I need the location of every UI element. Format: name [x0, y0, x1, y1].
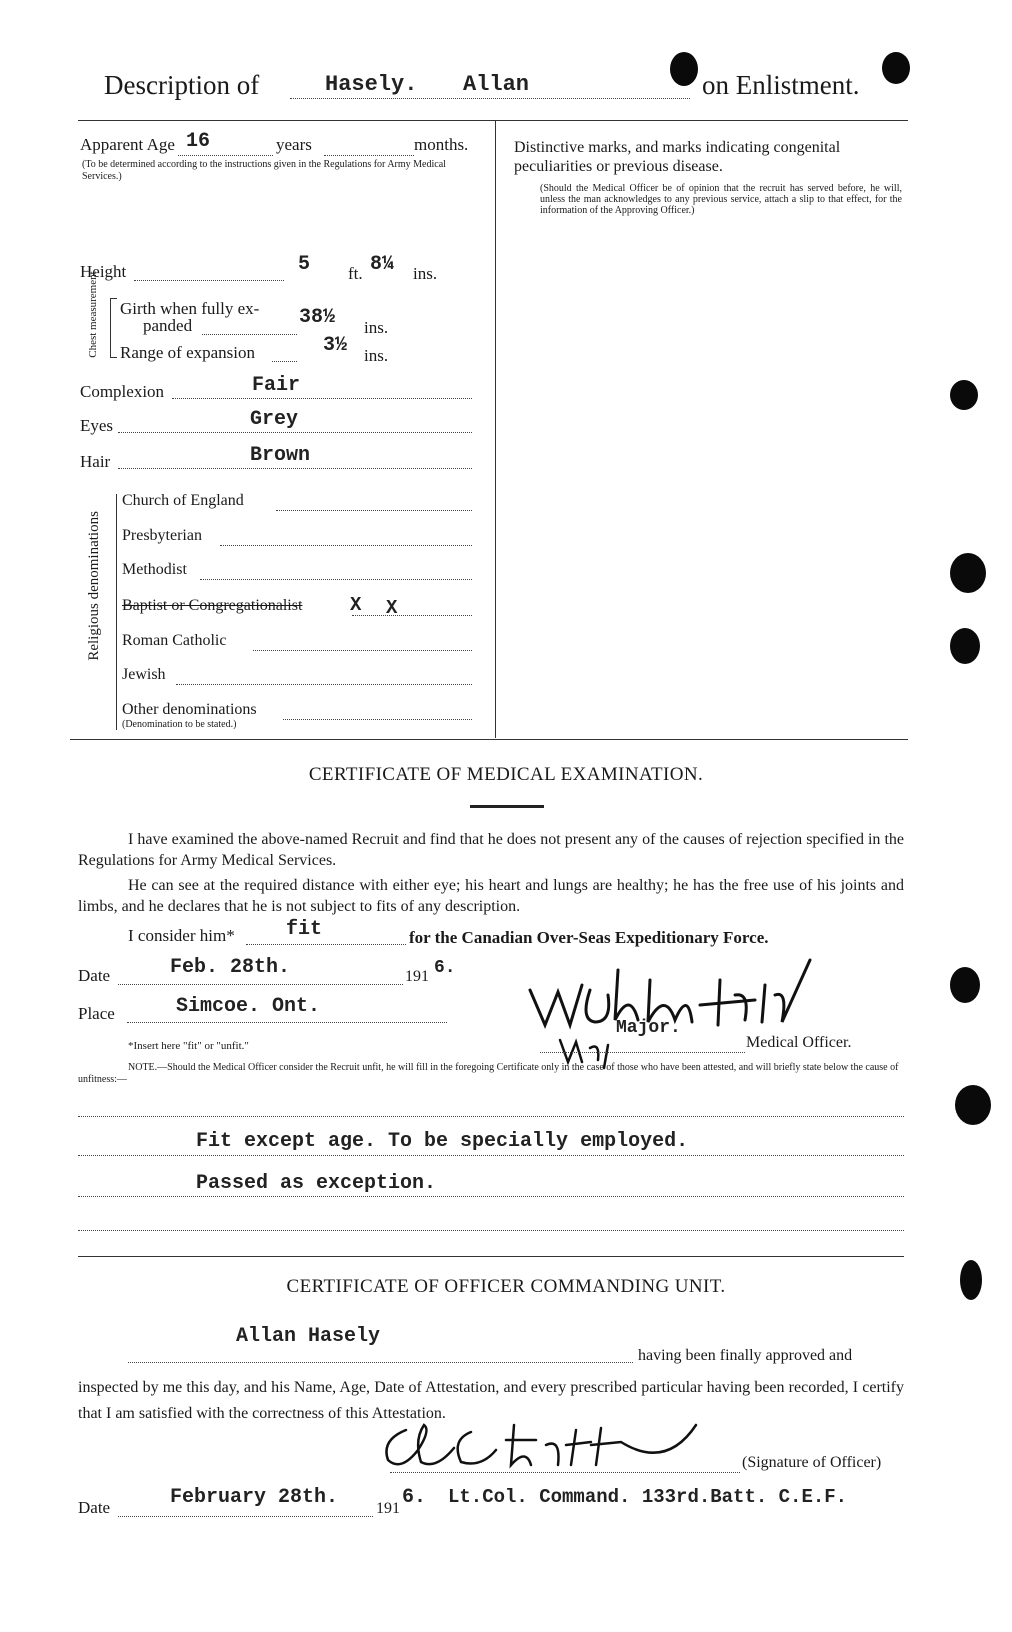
height-ft: 5 — [298, 253, 311, 276]
punch-hole — [950, 628, 980, 664]
chest-label: Chest measurement — [87, 271, 100, 358]
consider-label: I consider him* — [128, 926, 235, 945]
religion-line — [352, 615, 472, 616]
commanding-name-value: Allan Hasely — [236, 1325, 381, 1348]
medical-para-2: He can see at the required distance with either eye; his heart and lungs are healthy; he has the free use of his joints and limbs, and he declares that he is not subject to fits of any description. — [78, 877, 904, 915]
force-label: for the Canadian Over-Seas Expeditionary Force. — [409, 928, 769, 947]
chest-bracket — [110, 298, 117, 358]
religion-baptist: Baptist or Congregationalist — [122, 597, 303, 614]
punch-hole — [955, 1085, 991, 1125]
medical-year-prefix: 191 — [405, 968, 429, 985]
months-line — [324, 155, 414, 156]
religion-line — [176, 684, 472, 685]
commanding-date-line — [118, 1516, 373, 1517]
commanding-officer-signature — [376, 1410, 706, 1480]
religion-presbyterian: Presbyterian — [122, 527, 202, 544]
medical-para-1: I have examined the above-named Recruit and find that he does not present any of the causes of rejection specified in the Regulations for Army Medical Services. — [78, 831, 904, 869]
girth-label-2: panded — [143, 316, 193, 335]
religion-mark-1: X — [350, 594, 362, 616]
punch-hole — [882, 52, 910, 84]
commanding-text-2: inspected by me this day, and his Name, Age, Date of Attestation, and every prescribed particular having been recorded, I certify that I am satisfied with the correctness of this Attestation. — [78, 1379, 904, 1422]
religion-line — [200, 579, 472, 580]
remark-line — [78, 1196, 904, 1197]
commanding-date-label: Date — [78, 1498, 111, 1517]
medical-title: CERTIFICATE OF MEDICAL EXAMINATION. — [308, 764, 704, 785]
ft-label: ft. — [348, 264, 363, 283]
age-years: 16 — [186, 130, 211, 153]
complexion-line — [172, 398, 472, 399]
girth-label-1: Girth when fully ex- — [120, 299, 260, 318]
height-line — [134, 280, 284, 281]
medical-date-line — [118, 984, 403, 985]
punch-hole — [950, 967, 980, 1003]
medical-officer-label: Medical Officer. — [746, 1034, 852, 1051]
medical-place-value: Simcoe. Ont. — [176, 995, 321, 1018]
months-label: months. — [414, 135, 469, 154]
girth-ins-label: ins. — [364, 318, 389, 337]
remark-line — [78, 1155, 904, 1156]
consider-value: fit — [286, 918, 323, 941]
commanding-officer-value: Lt.Col. Command. 133rd.Batt. C.E.F. — [448, 1486, 848, 1508]
punch-hole — [950, 553, 986, 593]
header-given-name: Allan — [463, 72, 530, 97]
height-in: 8¼ — [370, 253, 395, 276]
religion-bracket — [116, 494, 117, 730]
remark-1: Fit except age. To be specially employed. — [196, 1130, 689, 1153]
age-label: Apparent Age — [80, 135, 175, 154]
signature-label: (Signature of Officer) — [742, 1454, 882, 1471]
hair-label: Hair — [80, 452, 111, 471]
commanding-year-prefix: 191 — [376, 1500, 400, 1517]
religion-label: Religious denominations — [86, 511, 103, 661]
medical-year-digit: 6. — [434, 958, 456, 978]
hair-value: Brown — [250, 444, 311, 467]
commanding-name-line — [128, 1362, 633, 1363]
commanding-rule — [78, 1256, 904, 1257]
range-ins-label: ins. — [364, 346, 389, 365]
range-label: Range of expansion — [120, 343, 256, 362]
medical-date-value: Feb. 28th. — [170, 956, 291, 979]
religion-methodist: Methodist — [122, 561, 187, 578]
marks-note: (Should the Medical Officer be of opinion that the recruit has served before, he will, unless the man acknowledges to any previous service, attach a slip to that effect, for the information of the Approving Officer.) — [540, 183, 902, 216]
medical-place-label: Place — [78, 1004, 115, 1023]
religion-line — [253, 650, 472, 651]
height-ins-label: ins. — [413, 264, 438, 283]
religion-line — [220, 545, 472, 546]
commanding-date-value: February 28th. — [170, 1486, 339, 1509]
religion-line — [276, 510, 472, 511]
girth-line — [202, 334, 297, 335]
top-rule — [78, 120, 908, 121]
punch-hole — [670, 52, 698, 86]
religion-line — [283, 719, 472, 720]
header-name-line — [290, 98, 690, 99]
age-line — [178, 155, 273, 156]
punch-hole — [950, 380, 978, 410]
eyes-line — [118, 432, 472, 433]
complexion-label: Complexion — [80, 382, 165, 401]
medical-note: NOTE.—Should the Medical Officer consider the Recruit unfit, he will fill in the foregoing Certificate only in the case of those who have been attested, and will briefly state below the cause of unfitness:— — [78, 1062, 899, 1085]
commanding-title: CERTIFICATE OF OFFICER COMMANDING UNIT. — [286, 1276, 726, 1297]
range-value: 3½ — [323, 334, 348, 357]
commanding-signature-line — [390, 1472, 740, 1473]
officer-line — [540, 1052, 745, 1053]
age-note: (To be determined according to the instructions given in the Regulations for Army Medical Services.) — [82, 159, 446, 182]
consider-line — [246, 944, 406, 945]
medical-place-line — [127, 1022, 447, 1023]
other-note: (Denomination to be stated.) — [122, 719, 237, 730]
medical-title-rule — [470, 805, 544, 808]
height-label: Height — [80, 262, 127, 281]
marks-title: Distinctive marks, and marks indicating congenital peculiarities or previous disease. — [514, 139, 841, 175]
column-divider — [495, 120, 496, 738]
remark-line — [78, 1116, 904, 1117]
remark-line — [78, 1230, 904, 1231]
years-label: years — [276, 135, 312, 154]
commanding-text-1: having been finally approved and — [638, 1347, 853, 1364]
section-rule — [70, 739, 908, 740]
eyes-value: Grey — [250, 408, 299, 431]
range-line — [272, 361, 297, 362]
medical-rank-value: Major. — [616, 1018, 681, 1038]
religion-roman-catholic: Roman Catholic — [122, 632, 227, 649]
religion-jewish: Jewish — [122, 666, 166, 683]
header-prefix: Description of — [104, 70, 260, 100]
header-surname: Hasely. — [325, 72, 418, 97]
religion-other: Other denominations — [122, 701, 257, 718]
commanding-year-digit: 6. — [402, 1486, 427, 1509]
complexion-value: Fair — [252, 374, 301, 397]
religion-church-of-england: Church of England — [122, 492, 244, 509]
girth-value: 38½ — [299, 306, 336, 329]
remark-2: Passed as exception. — [196, 1172, 437, 1195]
hair-line — [118, 468, 472, 469]
religion-mark-2: X — [386, 597, 398, 619]
insert-note: *Insert here "fit" or "unfit." — [128, 1040, 249, 1052]
header-suffix: on Enlistment. — [702, 70, 860, 100]
eyes-label: Eyes — [80, 416, 114, 435]
medical-date-label: Date — [78, 966, 111, 985]
